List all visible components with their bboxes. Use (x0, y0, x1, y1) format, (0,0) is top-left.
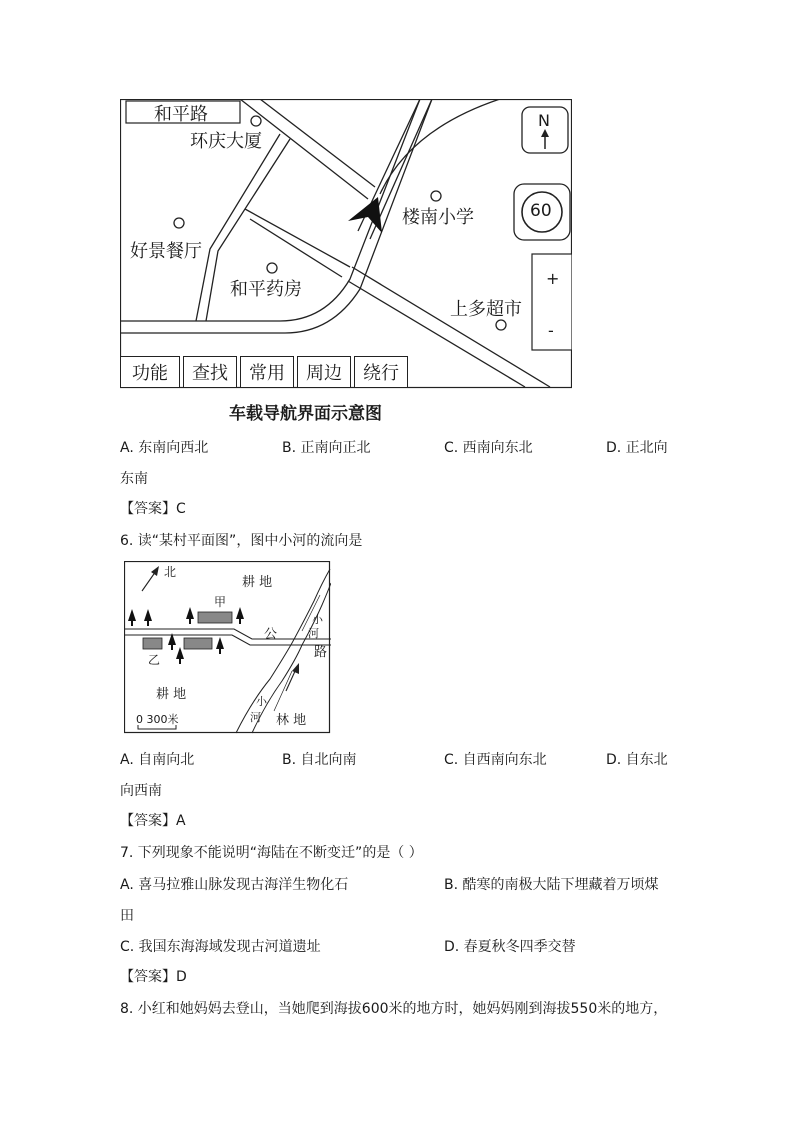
search-button[interactable]: 查找 (183, 356, 237, 388)
farmland-bottom-label: 耕 地 (156, 687, 187, 702)
q5-option-b: B. 正南向正北 (282, 440, 371, 456)
place-marker-icon (174, 218, 184, 228)
nav-map (120, 99, 572, 389)
q6-option-a: A. 自南向北 (120, 752, 195, 768)
q7-option-d: D. 春夏秋冬四季交替 (444, 939, 576, 955)
river-bottom-2: 河 (250, 711, 261, 724)
nearby-button[interactable]: 周边 (297, 356, 351, 388)
building (184, 638, 212, 649)
nav-map-caption: 车载导航界面示意图 (229, 404, 382, 424)
compass-n: N (538, 111, 550, 130)
place-shangduo-market: 上多超市 (450, 299, 522, 320)
place-marker-icon (267, 263, 277, 273)
q5-option-c: C. 西南向东北 (444, 440, 533, 456)
q6-stem: 6. 读“某村平面图”，图中小河的流向是 (120, 533, 363, 549)
road-lu-label: 路 (314, 645, 328, 660)
q5-answer: 【答案】C (120, 501, 186, 517)
common-button[interactable]: 常用 (240, 356, 294, 388)
q7-option-b: B. 酷寒的南极大陆下埋藏着万顷煤 (444, 877, 659, 893)
place-lounan-school: 楼南小学 (402, 207, 474, 228)
jia-label: 甲 (214, 595, 227, 609)
q6-answer: 【答案】A (120, 813, 186, 829)
q7-stem: 7. 下列现象不能说明“海陆在不断变迁”的是（ ） (120, 845, 423, 861)
place-heping-pharmacy: 和平药房 (230, 279, 302, 300)
forest-label: 林 地 (276, 713, 307, 728)
north-label: 北 (164, 565, 177, 579)
function-button[interactable]: 功能 (120, 356, 180, 388)
q5-option-d-cont: 东南 (120, 471, 148, 487)
farmland-top-label: 耕 地 (242, 575, 273, 590)
place-haojing: 好景餐厅 (130, 241, 202, 262)
place-huanqing: 环庆大厦 (190, 131, 262, 152)
detour-button[interactable]: 绕行 (354, 356, 408, 388)
q5-option-a: A. 东南向西北 (120, 440, 209, 456)
road-sign-label: 和平路 (154, 104, 208, 125)
village-map (124, 561, 331, 734)
scale-label: 0 300米 (136, 713, 179, 726)
zoom-out-button[interactable]: - (548, 321, 554, 340)
q7-answer: 【答案】D (120, 969, 187, 985)
q8-stem: 8. 小红和她妈妈去登山，当她爬到海拔600米的地方时，她妈妈刚到海拔550米的地方， (120, 1001, 668, 1017)
q6-option-d-cont: 向西南 (120, 783, 162, 799)
place-marker-icon (431, 191, 441, 201)
place-marker-icon (496, 320, 506, 330)
q6-option-b: B. 自北向南 (282, 752, 357, 768)
building-yi (143, 638, 162, 649)
zoom-in-button[interactable]: + (546, 269, 560, 288)
q5-option-d: D. 正北向 (606, 440, 668, 456)
river-top-1: 小 (312, 613, 323, 626)
building-jia (198, 612, 232, 623)
q7-option-c: C. 我国东海海域发现古河道遗址 (120, 939, 321, 955)
speed-limit-value: 60 (530, 201, 552, 221)
river-bottom-1: 小 (256, 695, 267, 708)
place-marker-icon (251, 116, 261, 126)
q6-option-d: D. 自东北 (606, 752, 668, 768)
yi-label: 乙 (148, 653, 161, 667)
road-gong-label: 公 (264, 627, 278, 642)
q7-option-b-cont: 田 (120, 908, 134, 924)
river-top-2: 河 (308, 627, 319, 640)
q6-option-c: C. 自西南向东北 (444, 752, 547, 768)
q7-option-a: A. 喜马拉雅山脉发现古海洋生物化石 (120, 877, 349, 893)
